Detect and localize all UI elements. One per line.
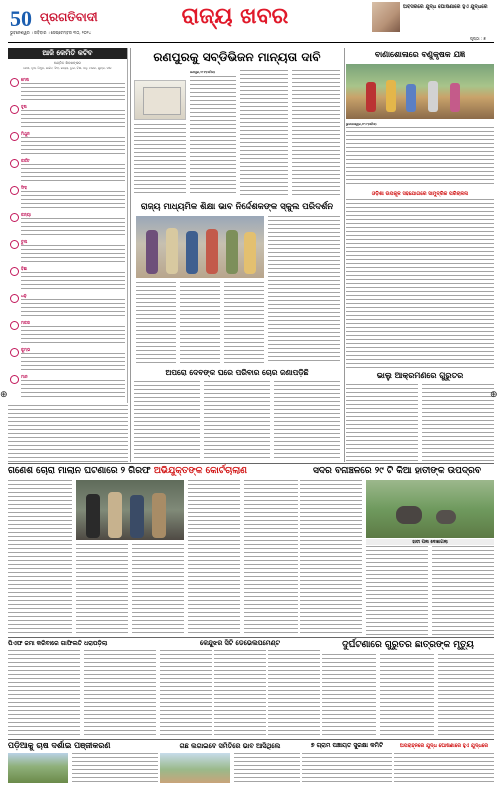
horoscope-row: [8, 157, 126, 183]
elephant-caption: ହାତୀ ପଲ ଦେଖାଗଲା: [366, 539, 494, 545]
school-body-left1: [136, 282, 176, 364]
village-article: [302, 740, 392, 784]
zodiac-icon: [10, 375, 19, 384]
thief-body-col2: [204, 381, 270, 461]
horoscope-byline: ପଣ୍ଡିତ ଶିବଶଙ୍କର: [53, 61, 82, 65]
rangpur-headline: ରଣପୁରକୁ ସବ୍‌ଡିଭିଜନ ମାନ୍ୟତା ଦାବି: [153, 50, 321, 64]
right-small-headline: ଓଡ଼ିଶା ଉପକୂଳ ସହଯୋଗରେ ସାମୁଦ୍ରିକ ପରିଚାଳନା: [371, 191, 469, 197]
horoscope-row: [8, 211, 126, 237]
horoscope-row: [8, 346, 126, 372]
attack-headline: ଭାଲୁ ଆକ୍ରମଣରେ ଗୁରୁତର: [376, 371, 464, 380]
stolen-goods-headline-red: ଅଭିଯୁକ୍ତଙ୍କ କୋର୍ଟଚାଲାଣ: [153, 466, 247, 476]
farming-article: [8, 740, 158, 784]
zodiac-sign-name: ମିଥୁନ: [21, 131, 30, 136]
zodiac-sign-name: ବୃଷ: [21, 104, 27, 109]
zodiac-prediction: [21, 245, 125, 263]
page-number: ପୃଷ୍ଠା : ୭: [470, 36, 486, 41]
promo-text: ଅବସରରେ ଯୁଦ୍ଧ ଘୋଷଣାରେ ହୁଏ ଯୁଦ୍ଧରେ: [403, 4, 488, 10]
farming-body: [72, 753, 158, 784]
horoscope-row: [8, 103, 126, 129]
zodiac-prediction: [21, 164, 125, 182]
zodiac-icon: [10, 240, 19, 249]
masthead-rule: [8, 42, 494, 43]
horoscope-row: [8, 238, 126, 264]
zodiac-icon: [10, 267, 19, 276]
promo-photo: [372, 2, 400, 32]
zodiac-icon: [10, 321, 19, 330]
horoscope-intro: ମେଷ, ବୃଷ, ମିଥୁନ, କର୍କଟ, ସିଂହ, କନ୍ୟା, ତୁଳା, ବିଛା, ଧନୁ, ମକର, କୁମ୍ଭ, ମୀନ: [23, 66, 112, 70]
registration-mark-left: ⊕: [0, 390, 8, 400]
school-body-right: [268, 216, 340, 364]
farming-photo: [8, 753, 68, 783]
stolen-goods-body-under2: [132, 544, 184, 636]
zodiac-icon: [10, 213, 19, 222]
zodiac-icon: [10, 159, 19, 168]
zodiac-sign-name: ଧନୁ: [21, 293, 27, 298]
zodiac-prediction: [21, 380, 125, 398]
stolen-goods-body-col1: [8, 480, 72, 636]
banashakhala-body: [346, 127, 494, 187]
elephants-body-col1: [300, 480, 362, 636]
zodiac-prediction: [21, 353, 125, 371]
stolen-goods-photo: [76, 480, 184, 540]
elephants-article: [300, 464, 494, 636]
zodiac-prediction: [21, 218, 125, 236]
zodiac-prediction: [21, 137, 125, 155]
zodiac-sign-name: ମେଷ: [21, 77, 29, 82]
horoscope-header: ଆଜି କେମିତି କଟିବ: [8, 48, 127, 59]
masthead: [0, 0, 500, 44]
stolen-goods-headline-black: ଗଣେଶ ଚୋରା ମାଲାନ ଘଟଣାରେ ୨ ଗିରଫ: [8, 466, 151, 476]
keonjhar-body-col2: [214, 650, 266, 738]
attack-article: [346, 370, 494, 462]
logo-anniversary-number: 50: [10, 6, 32, 31]
zodiac-sign-name: କର୍କଟ: [21, 158, 30, 163]
pf-body-col2: [84, 650, 156, 738]
rangpur-body-col1: [190, 76, 236, 196]
horoscope-row: [8, 265, 126, 291]
pf-article: [8, 638, 158, 738]
logo-paper-name: ପ୍ରଗତିବାଦୀ: [40, 10, 98, 24]
attack-body-col1: [346, 384, 418, 462]
keonjhar-body-col3: [268, 650, 320, 738]
accident-headline: [322, 638, 494, 652]
rangpur-body-col2: [240, 70, 288, 196]
school-body-left3: [224, 282, 264, 364]
zodiac-sign-name: ମକର: [21, 320, 30, 325]
horoscope-row: [8, 184, 126, 210]
zodiac-prediction: [21, 83, 125, 101]
accident-headline-text: ଦୁର୍ଘଟଣାରେ ଗୁରୁତର ଛାତ୍ରଙ୍କ ମୃତ୍ୟୁ: [342, 640, 474, 650]
tree-headline: ଗଛ ଲଗାଇବେ ସମିତିରେ ଭାବ ଆସିଥିଲେ: [179, 742, 281, 750]
rangpur-dateline: ରଣପୁର,୨୯।୯(ସମିସ): [190, 70, 215, 74]
divider-h1: [8, 463, 494, 464]
zodiac-sign-name: ମୀନ: [21, 374, 28, 379]
zodiac-sign-name: ବିଛା: [21, 266, 28, 271]
zodiac-prediction: [21, 191, 125, 209]
village-body: [302, 753, 392, 784]
divider-h2: [8, 637, 494, 638]
market-body: [394, 753, 494, 784]
zodiac-icon: [10, 294, 19, 303]
thief-article: [132, 367, 342, 462]
banashakhala-photo: [346, 64, 494, 119]
keonjhar-body-col1: [160, 650, 212, 738]
school-photo: [136, 216, 264, 278]
pf-headline: ପିଏଫ ଜମା କରିବାରେ ଗାଫିଲତି ଧରାପଡ଼ିଲା: [8, 640, 108, 647]
elephants-headline: ସଦର ବନାଞ୍ଚଳରେ ୨୯ ଟି କିଆ ହାତୀଙ୍କ ଉପଦ୍ରବ: [312, 466, 482, 476]
zodiac-prediction: [21, 326, 125, 344]
rangpur-article: [132, 48, 342, 198]
accident-body-col3: [438, 654, 494, 738]
zodiac-icon: [10, 348, 19, 357]
rangpur-photo: [134, 80, 186, 120]
keonjhar-headline: କେନ୍ଦୁଝର ସିଟି ଡେଭେଲପମେଣ୍ଟ: [199, 639, 281, 647]
rangpur-body-col0: [134, 124, 186, 196]
stolen-goods-article: [8, 464, 298, 636]
stolen-goods-body-under1: [76, 544, 128, 636]
farming-headline: ପଡ଼ିଆକୁ ଚାଷ ଦର୍ଶାଇ ପଞ୍ଜୀକରଣ: [8, 741, 111, 750]
banashakhala-article: [346, 48, 494, 188]
school-article: [132, 200, 342, 365]
thief-headline-text: ଅପରୋ ଦେବଙ୍କ ଘରେ ପରିବାର ଚୋର ଜଣାପଡ଼ିଛି: [165, 368, 309, 377]
right-small-article: [346, 190, 494, 368]
divider-1: [130, 48, 131, 462]
thief-body-col3: [274, 381, 340, 461]
zodiac-prediction: [21, 110, 125, 128]
zodiac-icon: [10, 78, 19, 87]
banashakhala-dateline: ଭୁବନେଶ୍ୱର,୨୯।୯(ସମିସ): [346, 122, 377, 126]
stolen-goods-body-col3: [244, 480, 298, 636]
zodiac-sign-name: କୁମ୍ଭ: [21, 347, 31, 352]
elephants-photo: [366, 480, 494, 538]
accident-body-col1: [322, 654, 376, 738]
tree-article: [160, 740, 300, 784]
stolen-goods-body-col2: [188, 480, 240, 636]
school-body-left2: [180, 282, 220, 364]
zodiac-prediction: [21, 299, 125, 317]
right-small-body: [346, 199, 494, 368]
tree-photo: [160, 753, 230, 783]
stolen-goods-headline: [8, 464, 298, 478]
horoscope-row: [8, 76, 126, 102]
zodiac-sign-name: ତୁଳା: [21, 239, 28, 244]
accident-body-col2: [380, 654, 434, 738]
horoscope-row: [8, 319, 126, 345]
horoscope-list: [8, 76, 126, 401]
date-line: ଭୁବନେଶ୍ୱର । ରବିବାର । ସେପ୍ଟେମ୍ବର ୩୦, ୨୦୨୪: [10, 30, 92, 35]
horoscope-row: [8, 130, 126, 156]
zodiac-sign-name: କନ୍ୟା: [21, 212, 31, 217]
accident-article: [322, 638, 494, 738]
zodiac-prediction: [21, 272, 125, 290]
divider-2: [344, 48, 345, 462]
registration-mark-right: ⊕: [490, 390, 498, 400]
thief-body-col1: [134, 381, 200, 461]
market-headline: ଅପରାହ୍ନରେ ଯୁଦ୍ଧ ଘୋଷଣାରେ ହୁଏ ଯୁଦ୍ଧରେ: [399, 743, 489, 749]
left-lower-body: [8, 405, 128, 462]
horoscope-column: [8, 48, 128, 403]
horoscope-row: [8, 292, 126, 318]
keonjhar-article: [160, 638, 320, 738]
market-article: [394, 740, 494, 784]
pf-body-col1: [8, 650, 80, 738]
tree-body: [234, 753, 300, 784]
thief-headline: [132, 367, 342, 379]
zodiac-icon: [10, 105, 19, 114]
horoscope-row: [8, 373, 126, 399]
zodiac-sign-name: ସିଂହ: [21, 185, 27, 190]
banashakhala-headline: ବାଣାଶୋଳାରେ ବଣୁକୃଷକ ଯଜ୍ଞ: [374, 50, 466, 59]
zodiac-icon: [10, 132, 19, 141]
elephants-body-col2: [366, 546, 428, 636]
zodiac-icon: [10, 186, 19, 195]
elephants-body-col3: [432, 546, 494, 636]
rangpur-body-col3: [292, 70, 340, 196]
section-title: ରାଜ୍ୟ ଖବର: [181, 4, 289, 29]
village-headline: ୭ ଗ୍ରାମ ପଞ୍ଚାୟତ ସୁରକ୍ଷା କମିଟି: [310, 742, 384, 749]
school-headline: ରାଜ୍ୟ ମାଧ୍ୟମିକ ଶିକ୍ଷା ଭାବ ନିର୍ଦ୍ଦେଶକଙ୍କ ସ୍କୁଲ ପରିଦର୍ଶନ: [140, 202, 334, 212]
attack-body-col2: [422, 384, 494, 462]
divider-h3: [8, 739, 494, 740]
